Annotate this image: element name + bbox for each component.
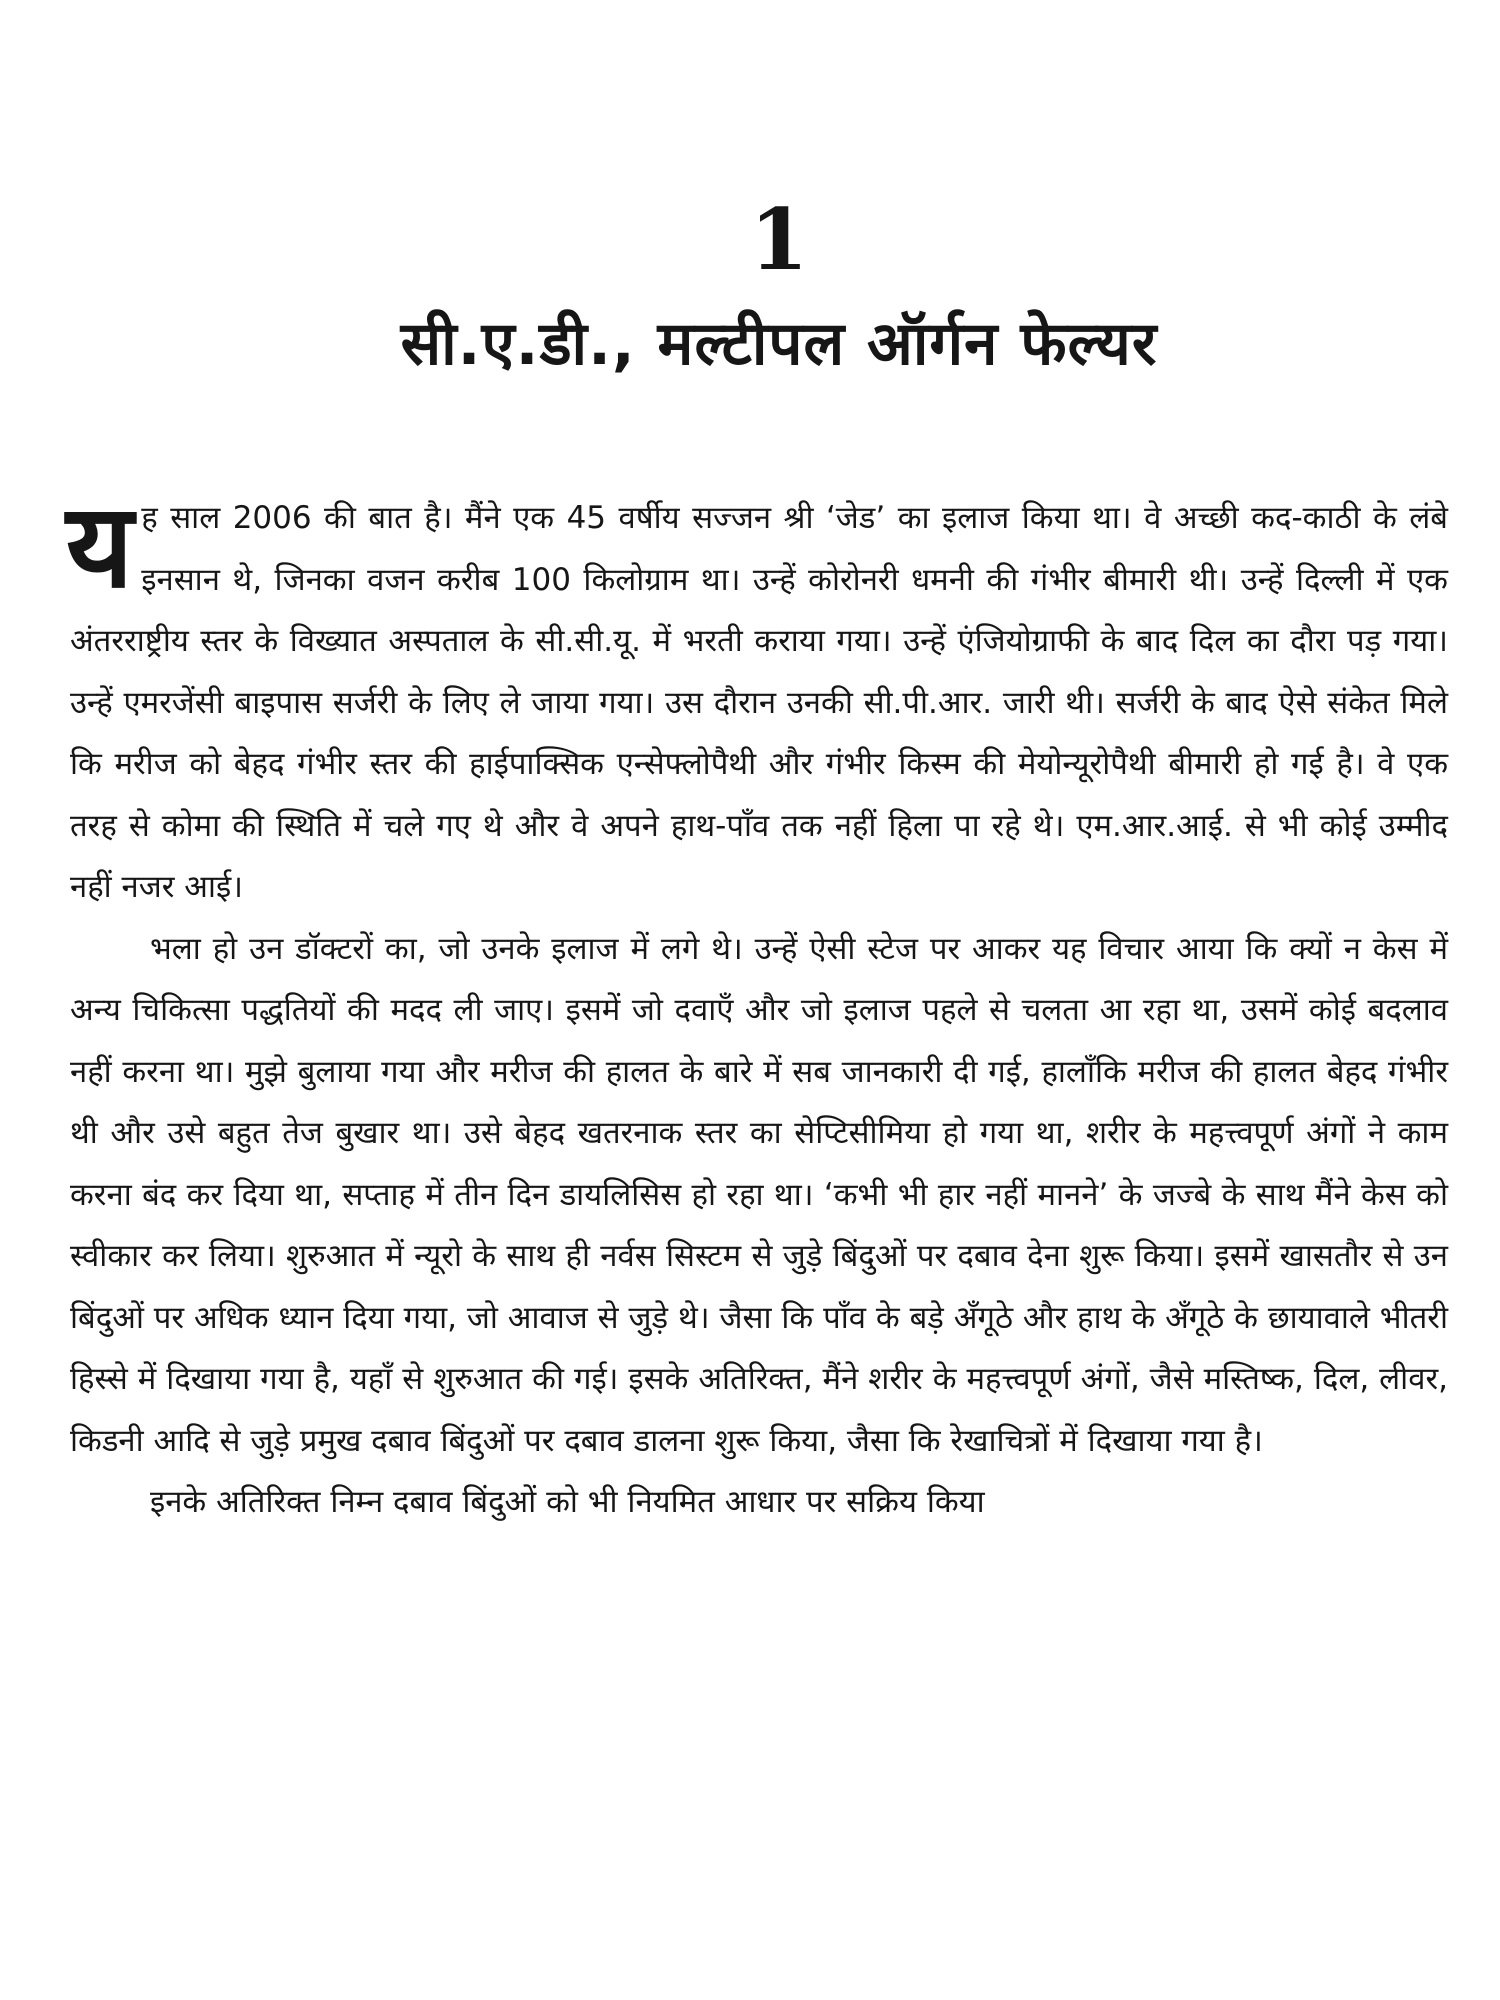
drop-cap: य (66, 479, 134, 614)
chapter-body (66, 479, 1448, 1534)
paragraph-2: भला हो उन डॉक्टरों का, जो उनके इलाज में लगे थे। उन्हें ऐसी स्टेज पर आकर यह विचार आया कि क्यों न केस में अन्य चिकित्सा पद्धतियों की मदद ली जाए। इसमें जो दवाएँ और जो इलाज पहले से चलता आ रहा था, उसमें कोई बदलाव नहीं करना था। मुझे बुलाया गया और मरीज की हालत के बारे में सब जानकारी दी गई, हालाँकि मरीज की हालत बेहद गंभीर थी और उसे बहुत तेज बुखार था। उसे बेहद खतरनाक स्तर का सेप्टिसीमिया हो गया था, शरीर के महत्त्वपूर्ण अंगों ने काम करना बंद कर दिया था, सप्ताह में तीन दिन डायलिसिस हो रहा था। ‘कभी भी हार नहीं मानने’ के जज्बे के साथ मैंने केस को स्वीकार कर लिया। शुरुआत में न्यूरो के साथ ही नर्वस सिस्टम से जुड़े बिंदुओं पर दबाव देना शुरू किया। इसमें खासतौर से उन बिंदुओं पर अधिक ध्यान दिया गया, जो आवाज से जुड़े थे। जैसा कि पाँव के बड़े अँगूठे और हाथ के अँगूठे के छायावाले भीतरी हिस्से में दिखाया गया है, यहाँ से शुरुआत की गई। इसके अतिरिक्त, मैंने शरीर के महत्त्वपूर्ण अंगों, जैसे मस्तिष्क, दिल, लीवर, किडनी आदि से जुड़े प्रमुख दबाव बिंदुओं पर दबाव डालना शुरू किया, जैसा कि रेखाचित्रों में दिखाया गया है। (70, 930, 1448, 1459)
paragraph-1 (66, 479, 1448, 919)
paragraph-3: इनके अतिरिक्त निम्न दबाव बिंदुओं को भी नियमित आधार पर सक्रिय किया (150, 1484, 985, 1520)
book-page (66, 190, 1448, 1534)
chapter-title: सी.ए.डी., मल्टीपल ऑर्गन फेल्यर (400, 309, 1158, 379)
chapter-number: 1 (749, 190, 809, 289)
paragraph-1-text: ह साल 2006 की बात है। मैंने एक 45 वर्षीय सज्जन श्री ‘जेड’ का इलाज किया था। वे अच्छी कद-काठी के लंबे इनसान थे, जिनका वजन करीब 100 किलोग्राम था। उन्हें कोरोनरी धमनी की गंभीर बीमारी थी। उन्हें दिल्ली में एक अंतरराष्ट्रीय स्तर के विख्यात अस्पताल के सी.सी.यू. में भरती कराया गया। उन्हें एंजियोग्राफी के बाद दिल का दौरा पड़ गया। उन्हें एमरजेंसी बाइपास सर्जरी के लिए ले जाया गया। उस दौरान उनकी सी.पी.आर. जारी थी। सर्जरी के बाद ऐसे संकेत मिले कि मरीज को बेहद गंभीर स्तर की हाईपाक्सिक एन्सेफ्लोपैथी और गंभीर किस्म की मेयोन्यूरोपैथी बीमारी हो गई है। वे एक तरह से कोमा की स्थिति में चले गए थे और वे अपने हाथ-पाँव तक नहीं हिला पा रहे थे। एम.आर.आई. से भी कोई उम्मीद नहीं नजर आई। (70, 500, 1448, 905)
